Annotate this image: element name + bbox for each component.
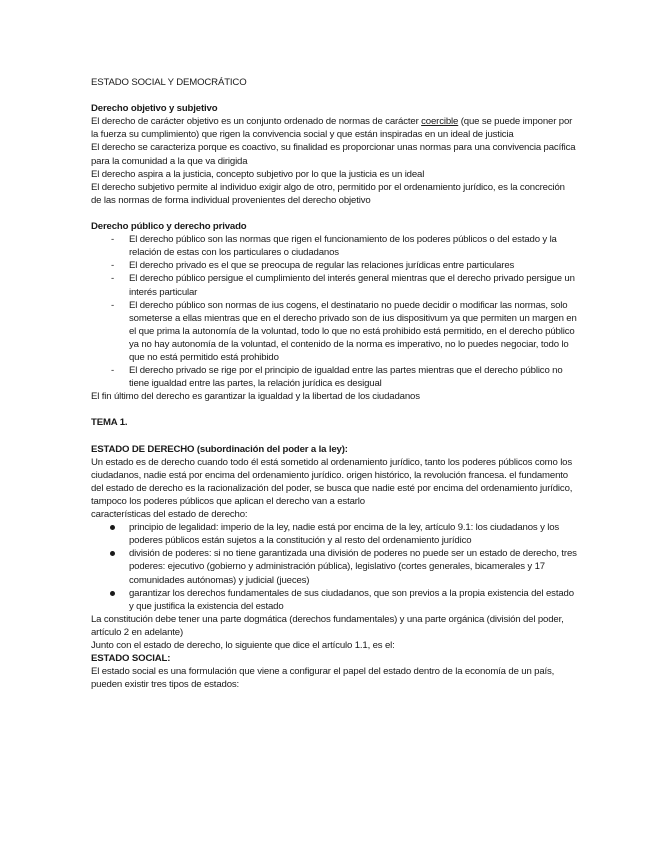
paragraph: Un estado es de derecho cuando todo él está sometido al ordenamiento jurídico, tanto los poderes públicos como los ciudadanos, nadie está por encima del ordenamiento jurídico. origen histórico, la revolución francesa. el fundamento del estado de derecho es la racionalización del poder, se busca que nadie esté por encima del ordenamiento jurídico, tampoco los poderes públicos que aplican el derecho van a estarlo: [91, 456, 573, 507]
spacer: [91, 403, 577, 416]
paragraph: El derecho aspira a la justicia, concepto subjetivo por lo que la justicia es un ideal: [91, 168, 425, 180]
text-run: El derecho de carácter objetivo es un conjunto ordenado de normas de carácter: [91, 116, 422, 128]
list-item: garantizar los derechos fundamentales de sus ciudadanos, que son previos a la propia existencia del estado y que justifica la existencia del estado: [91, 587, 577, 613]
list-item: - El derecho privado se rige por el principio de igualdad entre las partes mientras que el derecho público no tiene igualdad entre las partes, la relación jurídica es desigual: [91, 364, 577, 390]
paragraph: El derecho se caracteriza porque es coactivo, su finalidad es proporcionar unas normas para una convivencia pacífica para la comunidad a la que va dirigida: [91, 142, 576, 167]
paragraph: características del estado de derecho:: [91, 509, 248, 521]
section-heading-estado-social: ESTADO SOCIAL:: [91, 653, 171, 665]
dash-list: [91, 233, 577, 390]
underlined-term: coercible: [421, 116, 459, 128]
paragraph: El estado social es una formulación que viene a configurar el papel del estado dentro de la economía de un país, pueden existir tres tipos de estados:: [91, 666, 555, 691]
bullet-list: [91, 521, 577, 613]
section-heading-objetivo-subjetivo: Derecho objetivo y subjetivo: [91, 103, 218, 115]
section-heading-publico-privado: Derecho público y derecho privado: [91, 221, 247, 233]
paragraph: Junto con el estado de derecho, lo siguiente que dice el artículo 1.1, es el:: [91, 640, 395, 652]
document-title: ESTADO SOCIAL Y DEMOCRÁTICO: [91, 77, 247, 88]
list-item: - El derecho público son normas de ius cogens, el destinatario no puede decidir o modificar las normas, solo someterse a ellas mientras que en el derecho privado son de ius dispositivum ya que permiten un margen en el que prima la autonomía de la voluntad, todo lo que no está prohibido está permitido, en el derecho público ya no hay autonomía de la voluntad, el contenido de la norma es imperativo, no lo puedes negociar, todo lo que no está permitido está prohibido: [91, 299, 577, 364]
paragraph: La constitución debe tener una parte dogmática (derechos fundamentales) y una parte orgánica (división del poder, artículo 2 en adelante): [91, 613, 564, 638]
list-item: división de poderes: si no tiene garantizada una división de poderes no puede ser un estado de derecho, tres poderes: ejecutivo (gobierno y administración pública), legislativo (cortes generales, bicamerales y 17 comunidades autónomas) y judicial (jueces): [91, 547, 577, 586]
list-item: - El derecho público son las normas que rigen el funcionamiento de los poderes públicos o del estado y la relación de estas con los particulares o ciudadanos: [91, 233, 577, 259]
tema-heading: TEMA 1.: [91, 417, 128, 429]
spacer: [91, 207, 577, 220]
paragraph: [91, 115, 577, 141]
list-item: principio de legalidad: imperio de la ley, nadie está por encima de la ley, artículo 9.1: los ciudadanos y los poderes públicos están sujetos a la constitución y al resto del ordenamiento jurídico: [91, 521, 577, 547]
paragraph: El fin último del derecho es garantizar la igualdad y la libertad de los ciudadanos: [91, 391, 420, 403]
list-item: - El derecho público persigue el cumplimiento del interés general mientras que el derecho privado persigue un interés particular: [91, 272, 577, 298]
list-item: - El derecho privado es el que se preocupa de regular las relaciones jurídicas entre particulares: [91, 259, 577, 272]
section-heading-estado-derecho: ESTADO DE DERECHO (subordinación del poder a la ley):: [91, 443, 348, 455]
text-run: (que se puede imponer por la fuerza su cumplimiento) que rigen la convivencia social y que están inspiradas en un ideal de justicia: [91, 116, 573, 141]
paragraph: El derecho subjetivo permite al individuo exigir algo de otro, permitido por el ordenamiento jurídico, es la concreción de las normas de forma individual provenientes del derecho objetivo: [91, 181, 565, 206]
spacer: [91, 430, 577, 443]
spacer: [91, 89, 577, 102]
